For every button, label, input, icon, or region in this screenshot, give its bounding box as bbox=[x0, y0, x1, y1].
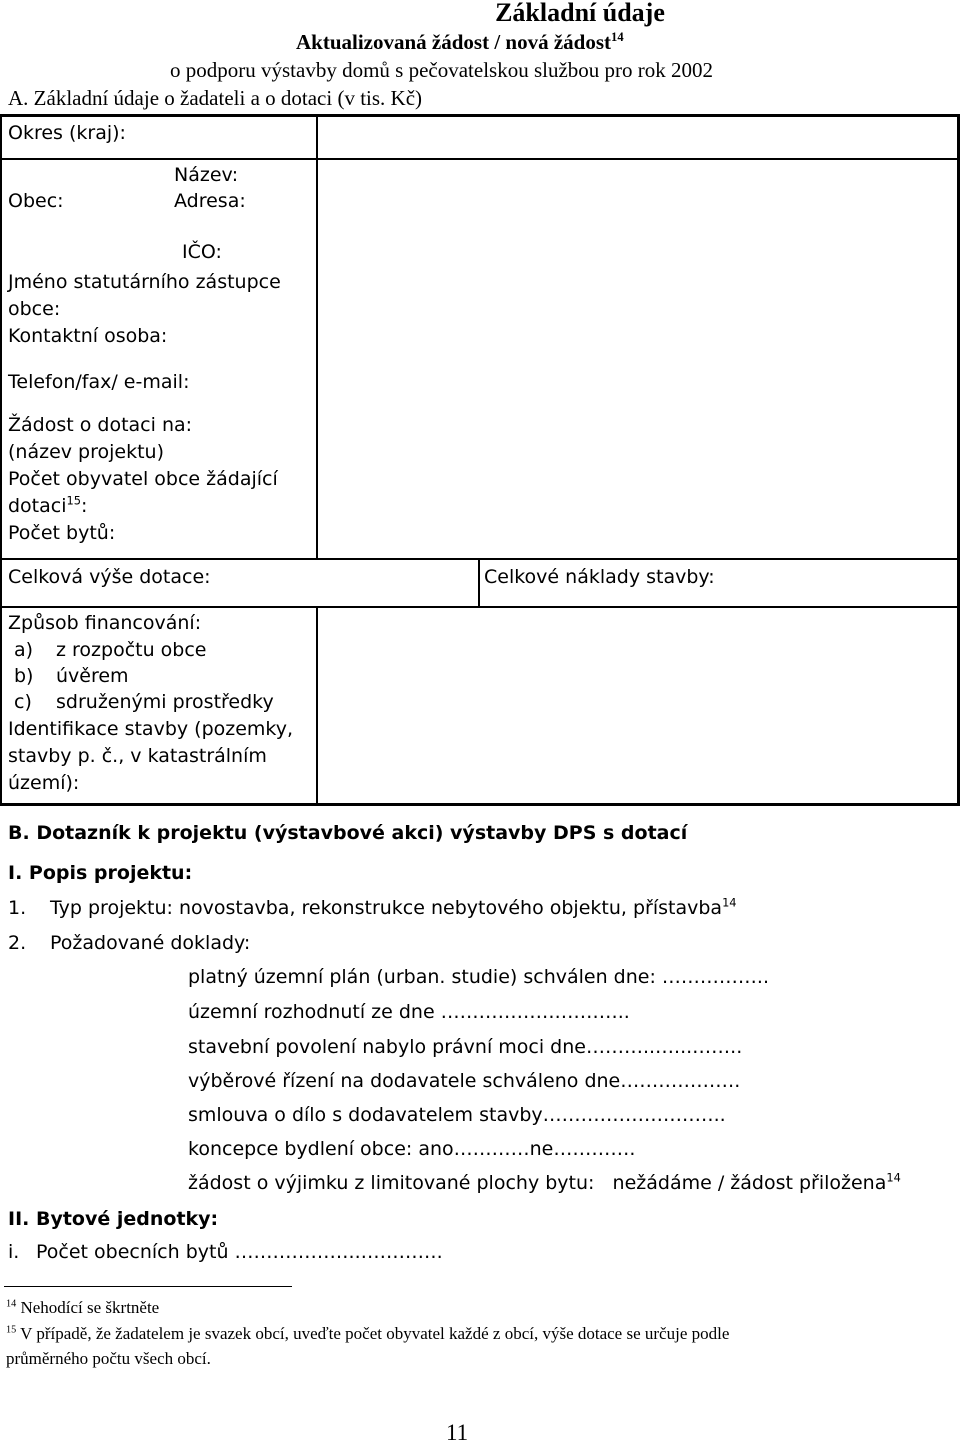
doc-item: stavební povolení nabylo právní moci dne………..…...…….. bbox=[188, 1036, 743, 1058]
footnote-14-text: Nehodící se škrtněte bbox=[16, 1298, 160, 1317]
section-b-heading: B. Dotazník k projektu (výstavbové akci) výstavby DPS s dotací bbox=[8, 822, 688, 844]
doc-item-label: žádost o výjimku z limitované plochy bytu: nežádáme / žádost přiložena bbox=[188, 1172, 887, 1194]
fin-b-letter: b) bbox=[14, 665, 34, 687]
celkove-naklady-label: Celkové náklady stavby: bbox=[484, 566, 715, 588]
zadost-label-1: Žádost o dotaci na: bbox=[8, 414, 193, 436]
item2-label: Požadované doklady: bbox=[50, 932, 251, 954]
footnote-15-text: V případě, že žadatelem je svazek obcí, uveďte počet obyvatel každé z obcí, výše dotace se určuje podle bbox=[16, 1324, 730, 1343]
pocet-obyvatel-label-1: Počet obyvatel obce žádající bbox=[8, 468, 278, 490]
pocet-bytu-label: Počet bytů: bbox=[8, 522, 116, 544]
item1-number: 1. bbox=[8, 897, 27, 919]
bytove-heading: II. Bytové jednotky: bbox=[8, 1208, 219, 1230]
kontakt-label: Kontaktní osoba: bbox=[8, 325, 168, 347]
subtitle bbox=[296, 30, 624, 55]
obec-label: Obec: bbox=[8, 190, 64, 212]
item2-number: 2. bbox=[8, 932, 27, 954]
identifikace-label-2: stavby p. č., v katastrálním bbox=[8, 745, 267, 767]
fin-a-letter: a) bbox=[14, 639, 34, 661]
pocet-number: i. bbox=[8, 1241, 20, 1263]
pocet-obyvatel-colon: : bbox=[81, 495, 88, 517]
page-title: Základní údaje bbox=[495, 0, 665, 27]
doc-item: koncepce bydlení obce: ano…………ne…………. bbox=[188, 1138, 636, 1160]
subtitle-2: o podporu výstavby domů s pečovatelskou službou pro rok 2002 bbox=[170, 58, 714, 82]
celkova-vyse-label: Celková výše dotace: bbox=[8, 566, 211, 588]
item1-text bbox=[50, 897, 737, 919]
footnote-14 bbox=[6, 1298, 159, 1318]
telefon-label: Telefon/fax/ e-mail: bbox=[8, 371, 190, 393]
fin-c-letter: c) bbox=[14, 691, 32, 713]
identifikace-label-1: Identifikace stavby (pozemky, bbox=[8, 718, 294, 740]
footnote-divider bbox=[4, 1286, 292, 1287]
fin-c-label: sdruženými prostředky bbox=[56, 691, 274, 713]
jmeno-label-1: Jméno statutárního zástupce bbox=[8, 271, 281, 293]
fin-a-label: z rozpočtu obce bbox=[56, 639, 207, 661]
identifikace-label-3: území): bbox=[8, 772, 80, 794]
ico-label: IČO: bbox=[182, 241, 222, 263]
doc-item: smlouva o dílo s dodavatelem stavby……………………….. bbox=[188, 1104, 726, 1126]
item1-label: Typ projektu: novostavba, rekonstrukce nebytového objektu, přístavba bbox=[50, 897, 723, 919]
footnote-15-number: 15 bbox=[6, 1324, 17, 1336]
nazev-label: Název: bbox=[174, 164, 239, 186]
jmeno-label-2: obce: bbox=[8, 298, 61, 320]
pocet-obyvatel-label-2 bbox=[8, 495, 87, 517]
zpusob-label: Způsob financování: bbox=[8, 612, 202, 634]
adresa-label: Adresa: bbox=[174, 190, 246, 212]
doc-item: platný územní plán (urban. studie) schválen dne: …………….. bbox=[188, 966, 769, 988]
pocet-obyvatel-text: dotaci bbox=[8, 495, 67, 517]
footnote-15 bbox=[6, 1324, 729, 1344]
doc-item: územní rozhodnutí ze dne ……………….……….. bbox=[188, 1001, 630, 1023]
footnote-ref-14: 14 bbox=[886, 1170, 901, 1185]
section-a-heading: A. Základní údaje o žadateli a o dotaci (v tis. Kč) bbox=[8, 86, 423, 110]
footnote-15-continued: průměrného počtu všech obcí. bbox=[6, 1349, 211, 1368]
footnote-ref-14: 14 bbox=[722, 895, 737, 910]
fin-b-label: úvěrem bbox=[56, 665, 129, 687]
doc-item: výběrové řízení na dodavatele schváleno dne………………. bbox=[188, 1070, 741, 1092]
footnote-ref-15: 15 bbox=[66, 493, 82, 508]
footnote-ref: 14 bbox=[611, 30, 624, 44]
zadost-label-2: (název projektu) bbox=[8, 441, 164, 463]
pocet-obecnich-bytu: Počet obecních bytů ………………..…………. bbox=[36, 1241, 443, 1263]
subtitle-text: Aktualizovaná žádost / nová žádost bbox=[296, 30, 612, 54]
okres-label: Okres (kraj): bbox=[8, 122, 126, 144]
page-number: 11 bbox=[446, 1420, 469, 1445]
doc-item-last bbox=[188, 1172, 901, 1194]
footnote-14-number: 14 bbox=[6, 1298, 17, 1310]
popis-heading: I. Popis projektu: bbox=[8, 862, 193, 884]
